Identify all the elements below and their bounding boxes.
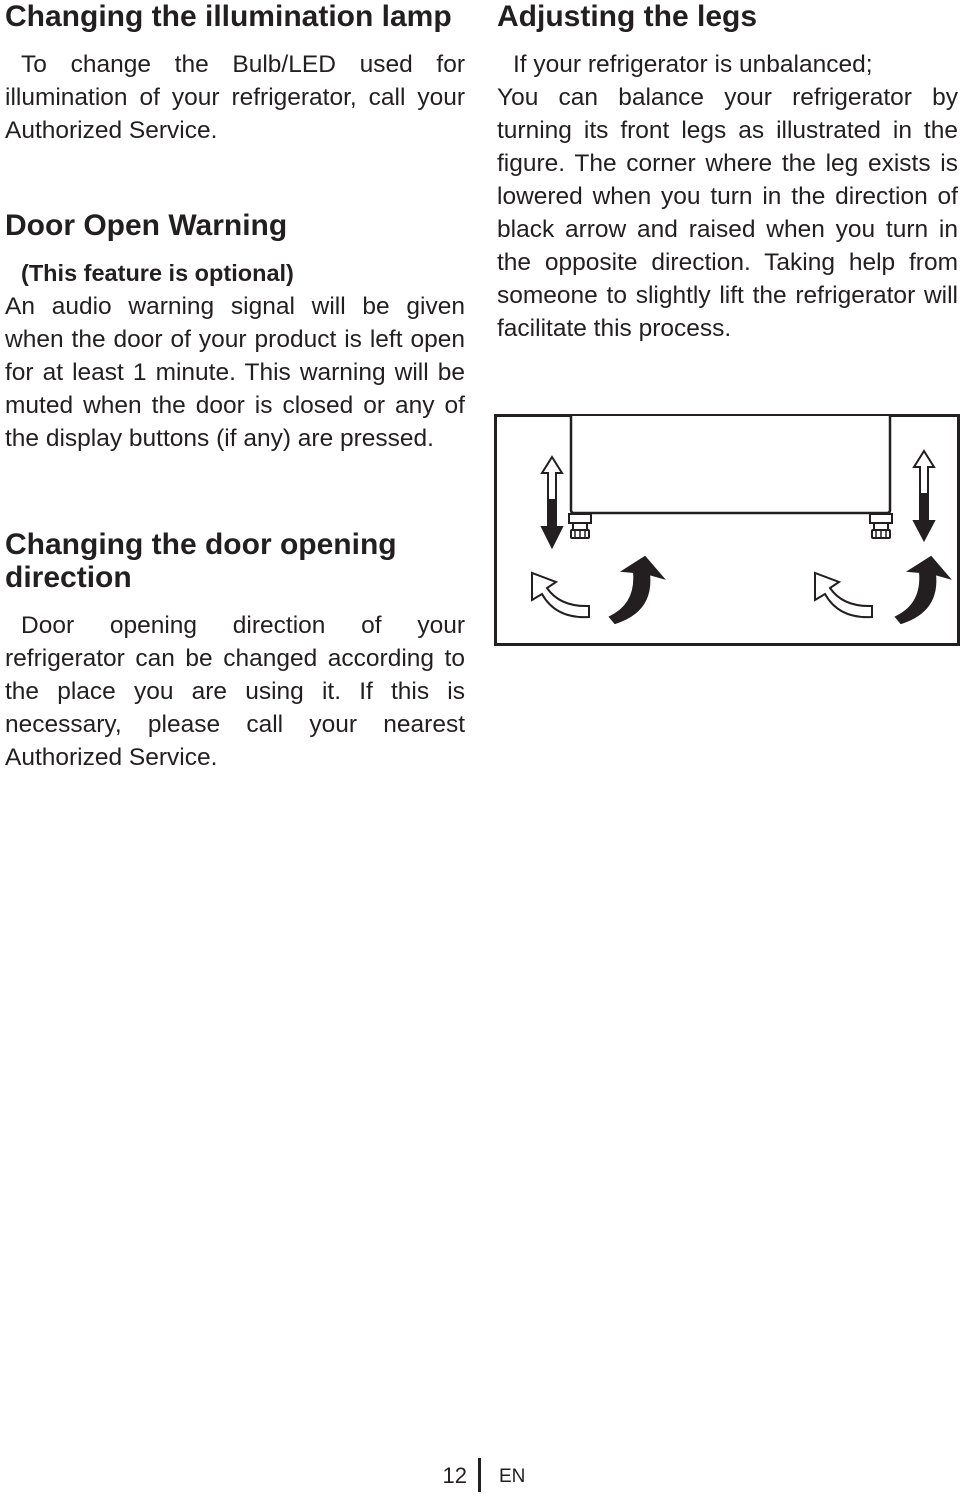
leg-adjustment-figure <box>494 414 960 646</box>
footer-divider <box>478 1458 481 1492</box>
page-number: 12 <box>442 1463 467 1488</box>
section-adjusting-legs <box>497 0 958 345</box>
refrigerator-body <box>571 416 890 513</box>
subtitle-optional-feature: (This feature is optional) <box>21 260 294 286</box>
leg-adjustment-illustration <box>494 414 960 646</box>
paragraph-door-open-warning: An audio warning signal will be given when the door of your product is left open for at least 1 minute. This warning will be muted when the door is closed or any of the display buttons (if any) are pressed. <box>5 293 465 452</box>
section-title-door-open-warning: Door Open Warning <box>5 209 288 242</box>
language-code: EN <box>499 1466 526 1487</box>
section-illumination-lamp <box>5 0 465 147</box>
paragraph-legs-instructions: You can balance your refrigerator by turning its front legs as illustrated in the figure. The corner where the leg exists is lowered when you turn in the direction of black arrow and raised when you turn in the opposite direction. Taking help from someone to slightly lift the refrigerator will facilitate this process. <box>497 84 958 342</box>
paragraph-door-opening-direction: Door opening direction of your refrigerator can be changed according to the place you are using it. If this is necessary, please call your nearest Authorized Service. <box>5 612 465 771</box>
section-title-adjusting-legs: Adjusting the legs <box>497 0 758 33</box>
page-footer <box>0 1458 960 1494</box>
left-front-leg-icon <box>569 514 591 538</box>
paragraph-legs-intro: If your refrigerator is unbalanced; <box>513 51 873 78</box>
paragraph-illumination-lamp: To change the Bulb/LED used for illumination of your refrigerator, call your Authorized Service. <box>5 51 465 144</box>
right-front-leg-icon <box>870 514 892 538</box>
section-door-open-warning <box>5 209 465 455</box>
section-door-opening-direction <box>5 528 465 774</box>
section-title-illumination-lamp: Changing the illumination lamp <box>5 0 452 33</box>
section-title-door-opening-direction: Changing the door opening direction <box>5 528 397 594</box>
